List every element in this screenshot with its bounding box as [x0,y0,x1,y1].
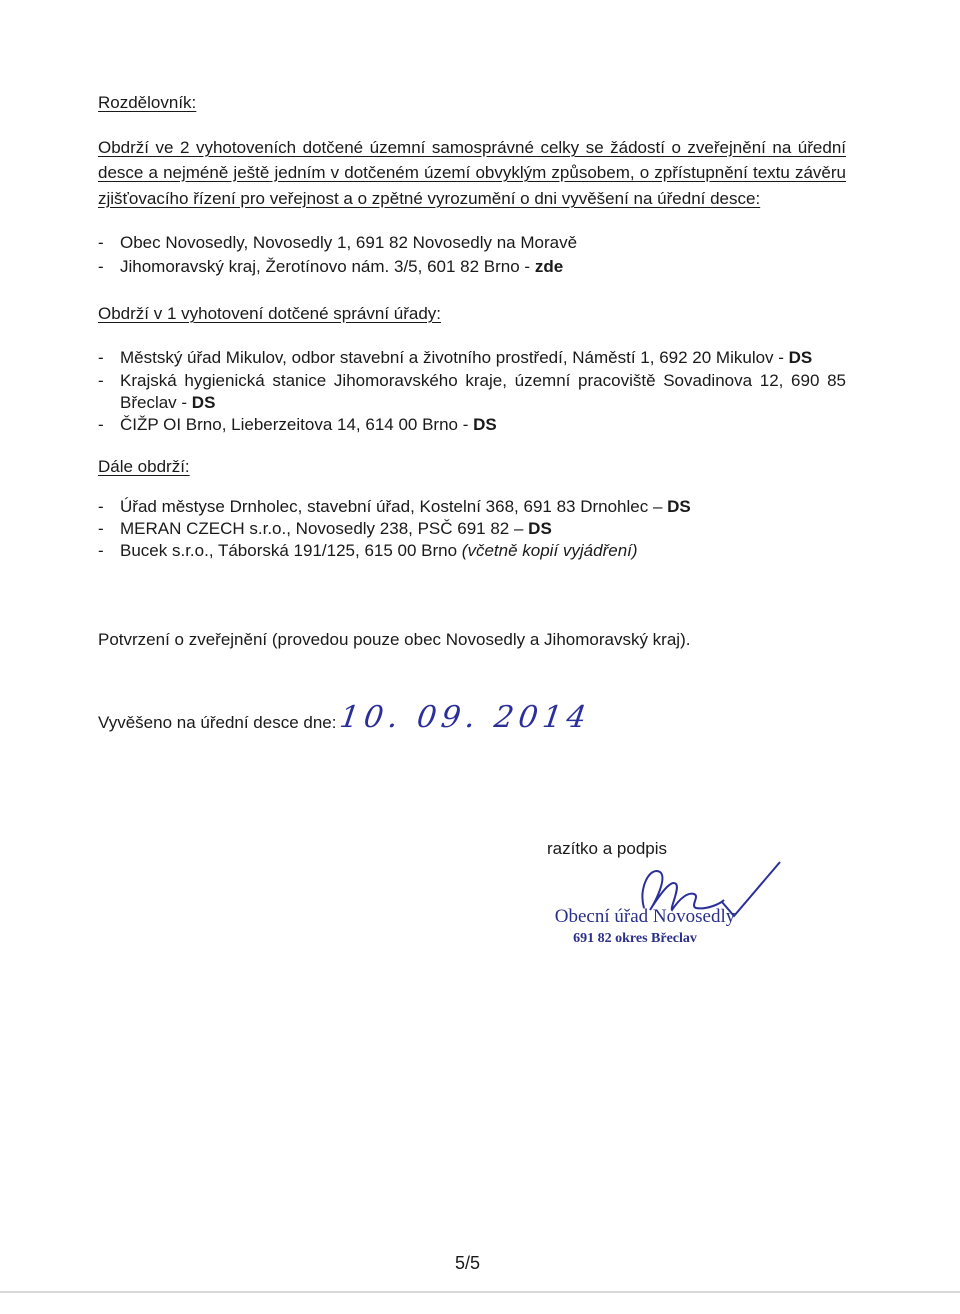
stamp-office-address: 691 82 okres Břeclav [573,931,697,946]
distribution-heading: Rozdělovník: [98,93,197,112]
recipient-bucek: Bucek s.r.o., Táborská 191/125, 615 00 Brno (včetně kopií vyjádření) [120,541,638,560]
list-dash: - [98,415,104,434]
recipient-obec-novosedly: Obec Novosedly, Novosedly 1, 691 82 Novosedly na Moravě [120,233,578,252]
list-dash: - [98,348,104,367]
stamp-office-name: Obecní úřad Novosedly [554,906,736,927]
copy-note: (včetně kopií vyjádření) [461,541,638,560]
delivery-tag: DS [191,393,216,412]
posted-date-handwritten: 10. 09. 2014 [337,700,594,735]
stamp-label: razítko a podpis [547,839,668,858]
section1-line-3: zjišťovacího řízení pro veřejnost a o zpětné vyrozumění o dni vyvěšení na úřední desce: [98,189,761,208]
list-dash: - [98,257,104,276]
delivery-tag: DS [528,519,552,538]
delivery-tag: DS [473,415,497,434]
bottom-edge-line [0,1291,960,1293]
list-dash: - [98,541,104,560]
recipient-cizp-brno: ČIŽP OI Brno, Lieberzeitova 14, 614 00 Brno - DS [120,415,497,434]
recipient-khs-line-2: Břeclav - DS [120,393,216,412]
publication-confirmation: Potvrzení o zveřejnění (provedou pouze obec Novosedly a Jihomoravský kraj). [98,630,691,649]
recipient-meran-czech: MERAN CZECH s.r.o., Novosedly 238, PSČ 691 82 – DS [120,519,552,538]
section1-line-2: desce a nejméně ještě jedním v dotčeném území obvyklým způsobem, o zpřístupnění textu závěru [98,163,846,182]
page-number: 5/5 [455,1253,481,1273]
section1-line-1: Obdrží ve 2 vyhotoveních dotčené územní samosprávné celky se žádostí o zveřejnění na úřední [98,138,846,157]
delivery-tag: zde [534,257,564,276]
recipient-khs-line-1: Krajská hygienická stanice Jihomoravského kraje, územní pracoviště Sovadinova 12, 690 85 [120,371,846,390]
posted-label: Vyvěšeno na úřední desce dne: [98,713,337,732]
section3-title: Dále obdrží: [98,457,190,476]
list-dash: - [98,233,104,252]
recipient-jihomoravsky-kraj: Jihomoravský kraj, Žerotínovo nám. 3/5, 601 82 Brno - zde [120,257,564,276]
delivery-tag: DS [788,348,813,367]
delivery-tag: DS [667,497,691,516]
list-dash: - [98,519,104,538]
recipient-drnholec: Úřad městyse Drnholec, stavební úřad, Kostelní 368, 691 83 Drnohlec – DS [120,497,691,516]
recipient-mu-mikulov: Městský úřad Mikulov, odbor stavební a životního prostředí, Náměstí 1, 692 20 Mikulov - DS [120,348,813,367]
list-dash: - [98,371,104,390]
section2-title: Obdrží v 1 vyhotovení dotčené správní úřady: [98,304,442,323]
list-dash: - [98,497,104,516]
